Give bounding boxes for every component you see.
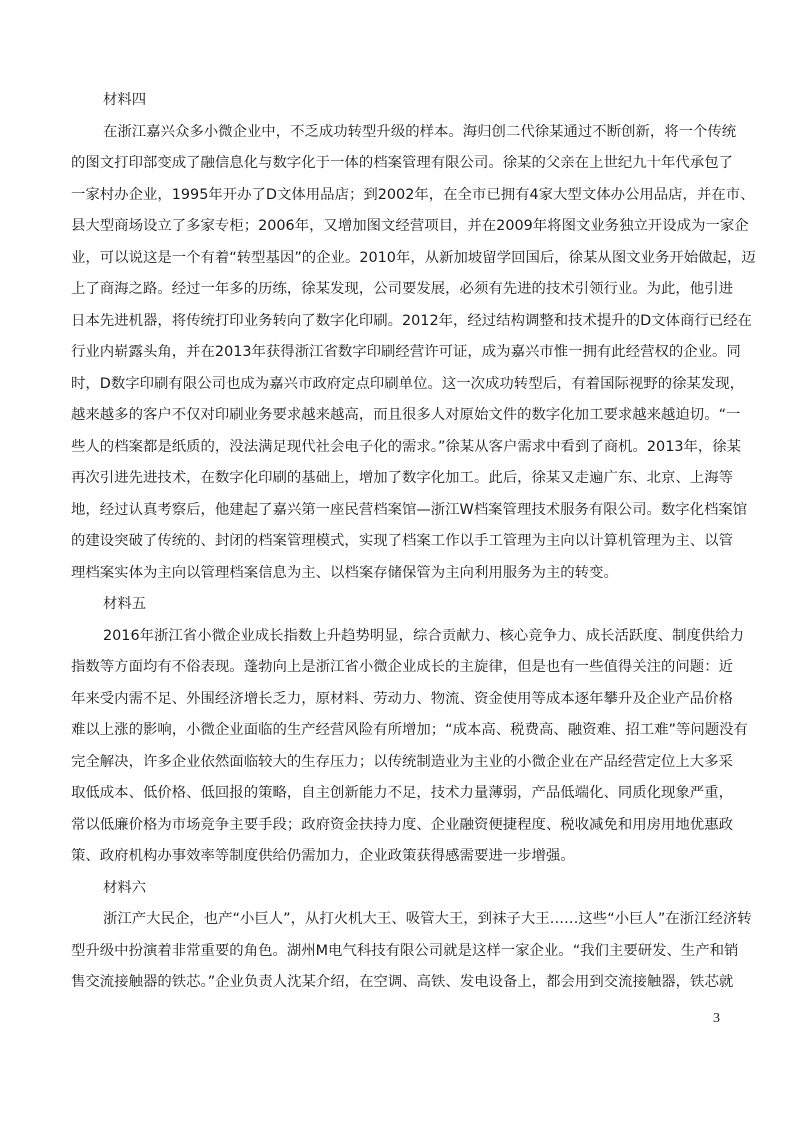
paragraph-line: 指数等方面均有不俗表现。蓬勃向上是浙江省小微企业成长的主旋律，但是也有一些值得关注的问题：近: [71, 659, 733, 675]
paragraph-line: 时，D数字印刷有限公司也成为嘉兴市政府定点印刷单位。这一次成功转型后，有着国际视野的徐某发现，: [71, 376, 745, 392]
paragraph-line: 的建设突破了传统的、封闭的档案管理模式，实现了档案工作以手工管理为主向以计算机管理为主、以管: [71, 533, 733, 549]
paragraph-line: 完全解决，许多企业依然面临较大的生存压力；以传统制造业为主业的小微企业在产品经营定位上大多采: [71, 754, 733, 770]
paragraph-line: 些人的档案都是纸质的，没法满足现代社会电子化的需求。”徐某从客户需求中看到了商机。2013年，徐某: [71, 439, 742, 455]
paragraph-line: 在浙江嘉兴众多小微企业中，不乏成功转型升级的样本。海归创二代徐某通过不断创新，将一个传统: [103, 124, 737, 140]
paragraph-line: 常以低廉价格为市场竞争主要手段；政府资金扶持力度、企业融资便捷程度、税收减免和用房用地优惠政: [71, 817, 733, 833]
paragraph-line: 地，经过认真考察后，他建起了嘉兴第一座民营档案馆—浙江W档案管理技术服务有限公司。数字化档案馆: [71, 502, 748, 518]
paragraph-line: 行业内崭露头角，并在2013年获得浙江省数字印刷经营许可证，成为嘉兴市惟一拥有此经营权的企业。同: [71, 344, 741, 360]
paragraph-line: 售交流接触器的铁芯。”企业负责人沈某介绍，在空调、高铁、发电设备上，都会用到交流接触器，铁芯就: [71, 974, 734, 990]
paragraph-line: 的图文打印部变成了融信息化与数字化于一体的档案管理有限公司。徐某的父亲在上世纪九十年代承包了: [71, 155, 733, 171]
paragraph-line: 型升级中扮演着非常重要的角色。湖州M电气科技有限公司就是这样一家企业。“我们主要研发、生产和销: [71, 943, 739, 959]
paragraph-line: 业，可以说这是一个有着“转型基因”的企业。2010年，从新加坡留学回国后，徐某从图文业务开始做起，迈: [71, 250, 756, 266]
page-number: 3: [713, 1011, 720, 1026]
paragraph-line: 策、政府机构办事效率等制度供给仍需加力，企业政策获得感需要进一步增强。: [71, 848, 575, 864]
paragraph-line: 越来越多的客户不仅对印刷业务要求越来越高，而且很多人对原始文件的数字化加工要求越来越迫切。“一: [71, 407, 741, 423]
section-heading: 材料六: [103, 880, 147, 896]
paragraph-line: 日本先进机器，将传统打印业务转向了数字化印刷。2012年，经过结构调整和技术提升的D文体商行已经在: [71, 313, 752, 329]
section-heading: 材料五: [103, 596, 147, 612]
paragraph-line: 县大型商场设立了多家专柜；2006年，又增加图文经营项目，并在2009年将图文业务独立开设成为一家企: [71, 218, 749, 234]
paragraph-line: 年来受内需不足、外围经济增长乏力，原材料、劳动力、物流、资金使用等成本逐年攀升及企业产品价格: [71, 691, 733, 707]
paragraph-line: 2016年浙江省小微企业成长指数上升趋势明显，综合贡献力、核心竞争力、成长活跃度、制度供给力: [103, 628, 745, 644]
paragraph-line: 浙江产大民企，也产“小巨人”，从打火机大王、吸管大王，到袜子大王……这些“小巨人”在浙江经济转: [103, 911, 752, 927]
paragraph-line: 再次引进先进技术，在数字化印刷的基础上，增加了数字化加工。此后，徐某又走遍广东、北京、上海等: [71, 470, 733, 486]
paragraph-line: 难以上涨的影响，小微企业面临的生产经营风险有所增加；“成本高、税费高、融资难、招工难”等问题没有: [71, 722, 748, 738]
paragraph-line: 上了商海之路。经过一年多的历练，徐某发现，公司要发展，必须有先进的技术引领行业。为此，他引进: [71, 281, 733, 297]
paragraph-line: 取低成本、低价格、低回报的策略，自主创新能力不足，技术力量薄弱，产品低端化、同质化现象严重，: [71, 785, 733, 801]
section-heading: 材料四: [103, 92, 147, 108]
paragraph-line: 一家村办企业，1995年开办了D文体用品店；到2002年，在全市已拥有4家大型文体办公用品店，并在市、: [71, 187, 755, 203]
paragraph-line: 理档案实体为主向以管理档案信息为主、以档案存储保管为主向利用服务为主的转变。: [71, 565, 618, 581]
